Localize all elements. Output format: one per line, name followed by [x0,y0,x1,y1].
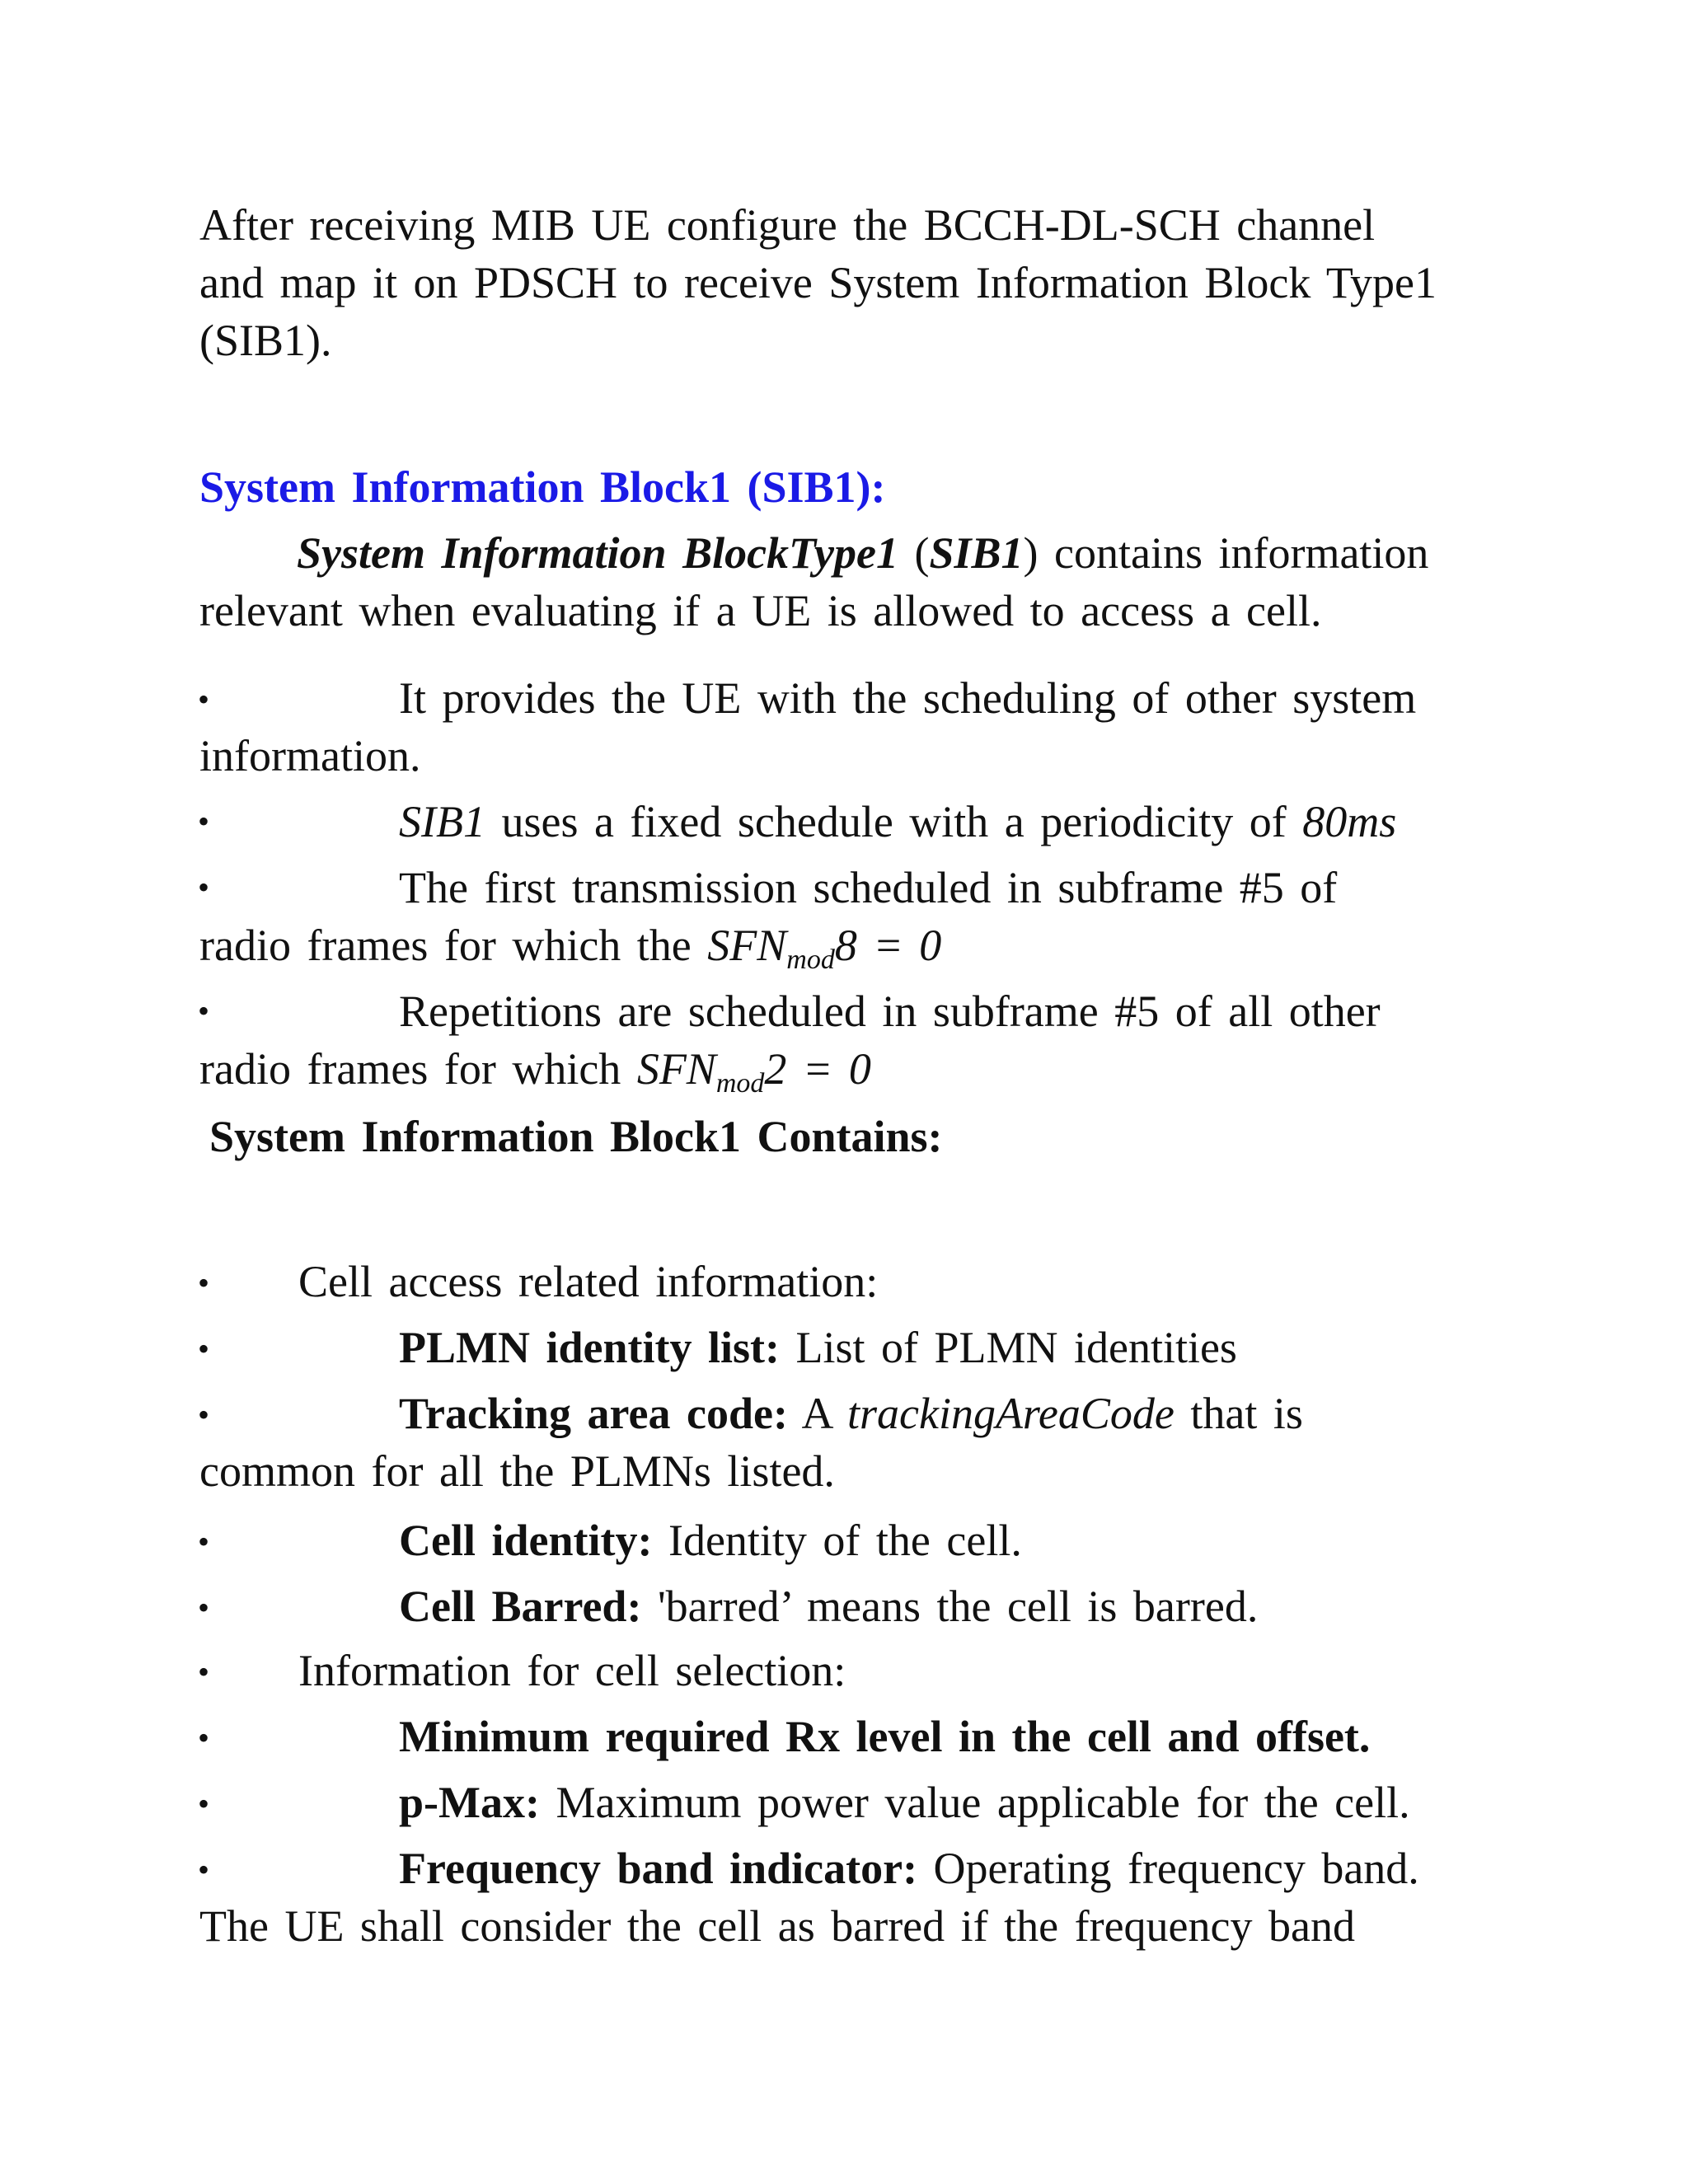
bullet-first-transmission-line-2 [199,916,941,974]
bullet-scheduling-line-2: information. [199,731,421,780]
tac-term: trackingAreaCode [846,1389,1175,1438]
bullet-marker: • [198,1330,210,1367]
bullet-marker: • [198,1589,210,1626]
bullet-marker: • [198,869,210,906]
tac-text-b: that is [1174,1389,1303,1438]
periodicity-value: 80ms [1302,797,1397,846]
bullet-repetitions-line-2 [199,1040,871,1098]
cell-identity-item [399,1511,1022,1569]
mod-subscript: mod [786,944,835,975]
bullet-marker: • [198,1396,210,1433]
sib1-para-line-1 [297,524,1428,582]
bullet-marker: • [198,992,210,1029]
plmn-label: PLMN identity list: [399,1323,780,1372]
mod-subscript: mod [715,1068,765,1099]
cell-access-heading: Cell access related information: [298,1257,879,1306]
tac-item-line-1 [399,1385,1303,1442]
bullet-marker: • [198,1851,210,1888]
freq-band-text: Operating frequency band. [917,1844,1419,1893]
plmn-item [399,1319,1237,1376]
intro-line-3: (SIB1). [199,316,332,365]
plmn-text: List of PLMN identities [779,1323,1237,1372]
bullet-scheduling-line-1: It provides the UE with the scheduling of other system [399,673,1417,723]
bullet-marker: • [198,1653,210,1690]
cell-barred-text: 'barred’ means the cell is barred. [641,1582,1259,1631]
contains-heading: System Information Block1 Contains: [209,1112,943,1161]
freq-band-item [399,1840,1419,1897]
sfn-condition: 2 = 0 [764,1044,871,1094]
freq-band-label: Frequency band indicator: [399,1844,918,1893]
bullet-marker: • [198,681,210,718]
sfn-condition: 8 = 0 [834,921,942,970]
min-rx-level-item: Minimum required Rx level in the cell and offset. [399,1712,1371,1761]
bullet-repetitions-line-1: Repetitions are scheduled in subframe #5 of all other [399,987,1381,1036]
tac-label: Tracking area code: [399,1389,788,1438]
cell-identity-label: Cell identity: [399,1516,653,1565]
bullet-marker: • [198,1264,210,1301]
cell-selection-heading: Information for cell selection: [298,1646,846,1695]
intro-line-2: and map it on PDSCH to receive System Information Block Type1 [199,258,1437,307]
bullet-marker: • [198,1523,210,1560]
tac-text-a: A [787,1389,847,1438]
sib1-para-line-2: relevant when evaluating if a UE is allowed to access a cell. [199,586,1322,635]
sib1-paren-open: ( [898,528,930,578]
cell-identity-text: Identity of the cell. [652,1516,1022,1565]
sib1-term: System Information BlockType1 [297,528,898,578]
bullet-first-transmission-line-1: The first transmission scheduled in subframe #5 of [399,863,1338,912]
sfn-term: SFN [707,921,787,970]
sfn-term: SFN [636,1044,716,1094]
fixed-schedule-text: uses a fixed schedule with a periodicity of [485,797,1303,846]
pmax-label: p-Max: [399,1778,540,1827]
cell-barred-item [399,1577,1258,1635]
bullet-fixed-schedule [399,793,1396,851]
sib1-rest: ) contains information [1023,528,1429,578]
bullet-marker: • [198,1785,210,1822]
final-line: The UE shall consider the cell as barred if the frequency band [199,1901,1355,1951]
sib1-abbr: SIB1 [929,528,1024,578]
intro-line-1: After receiving MIB UE configure the BCCH-DL-SCH channel [199,200,1376,250]
first-transmission-text: radio frames for which the [199,921,708,970]
tac-item-line-2: common for all the PLMNs listed. [199,1446,835,1496]
sib1-heading: System Information Block1 (SIB1): [199,462,886,512]
pmax-text: Maximum power value applicable for the cell. [539,1778,1410,1827]
bullet-marker: • [198,1719,210,1756]
bullet-marker: • [198,803,210,840]
repetitions-text: radio frames for which [199,1044,637,1094]
pmax-item [399,1774,1410,1831]
cell-barred-label: Cell Barred: [399,1582,642,1631]
sib1-abbr-italic: SIB1 [399,797,485,846]
